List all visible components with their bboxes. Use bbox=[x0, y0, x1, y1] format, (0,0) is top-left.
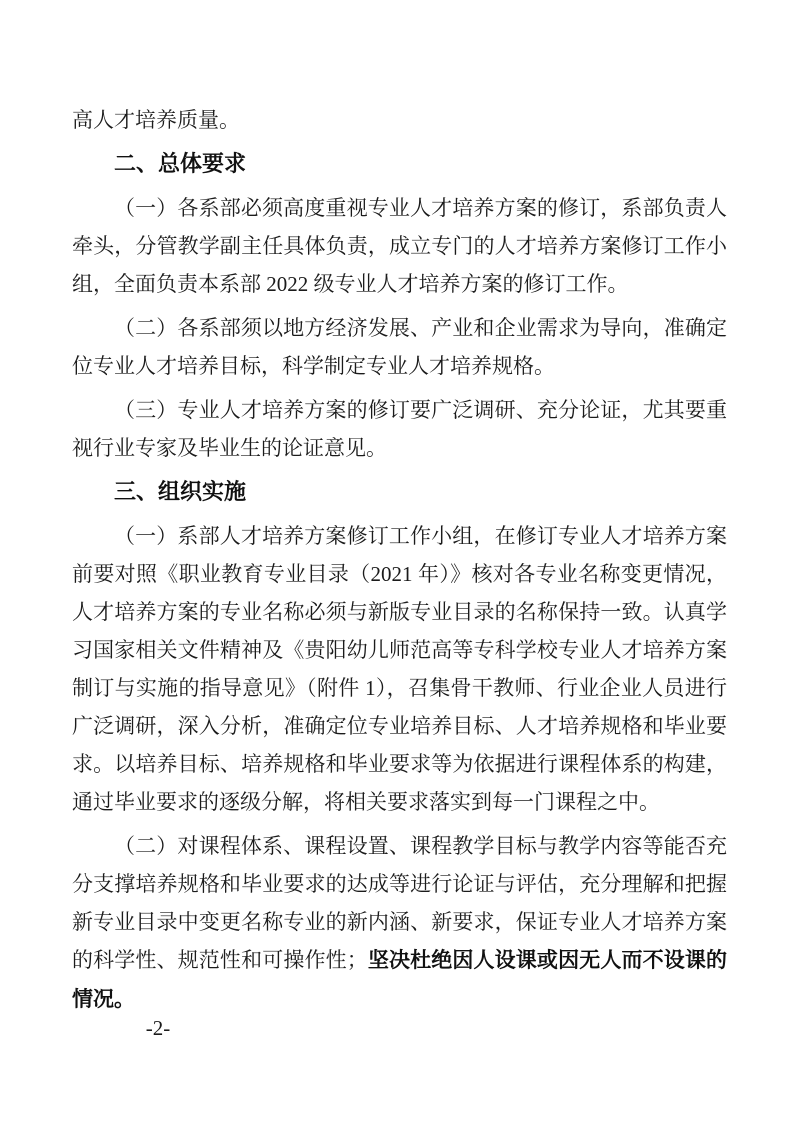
paragraph-requirement-3: （三）专业人才培养方案的修订要广泛调研、充分论证，尤其要重视行业专家及毕业生的论证意见。 bbox=[72, 398, 727, 460]
paragraph-continuation: 高人才培养质量。 bbox=[72, 108, 240, 132]
emphasized-text: 坚决杜绝因人设课或因无人而不设课的情况。 bbox=[72, 949, 727, 1011]
section-heading-overall-requirements: 二、总体要求 bbox=[114, 151, 247, 176]
page-number: -2- bbox=[145, 1016, 171, 1040]
document-body bbox=[72, 101, 727, 1019]
paragraph-text: （二）对课程体系、课程设置、课程教学目标与教学内容等能否充分支撑培养规格和毕业要求的达成等进行论证与评估，充分理解和把握新专业目录中变更名称专业的新内涵、新要求，保证专业人才培养方案的科学性、规范性和可操作性； bbox=[72, 834, 727, 972]
paragraph-requirement-1: （一）各系部必须高度重视专业人才培养方案的修订，系部负责人牵头，分管教学副主任具体负责，成立专门的人才培养方案修订工作小组，全面负责本系部 2022 级专业人才培养方案的修订工作。 bbox=[72, 196, 727, 296]
section-heading-organization-implementation: 三、组织实施 bbox=[114, 479, 247, 504]
paragraph-implementation-1: （一）系部人才培养方案修订工作小组，在修订专业人才培养方案前要对照《职业教育专业目录（2021 年）》核对各专业名称变更情况，人才培养方案的专业名称必须与新版专业目录的名称保持一致。认真学习国家相关文件精神及《贵阳幼儿师范高等专科学校专业人才培养方案制订与实施的指导意见》（附件 1），召集骨干教师、行业企业人员进行广泛调研，深入分析，准确定位专业培养目标、人才培养规格和毕业要求。以培养目标、培养规格和毕业要求等为依据进行课程体系的构建，通过毕业要求的逐级分解，将相关要求落实到每一门课程之中。 bbox=[72, 524, 727, 814]
paragraph-requirement-2: （二）各系部须以地方经济发展、产业和企业需求为导向，准确定位专业人才培养目标，科学制定专业人才培养规格。 bbox=[72, 316, 727, 378]
paragraph-implementation-2 bbox=[72, 827, 727, 1019]
